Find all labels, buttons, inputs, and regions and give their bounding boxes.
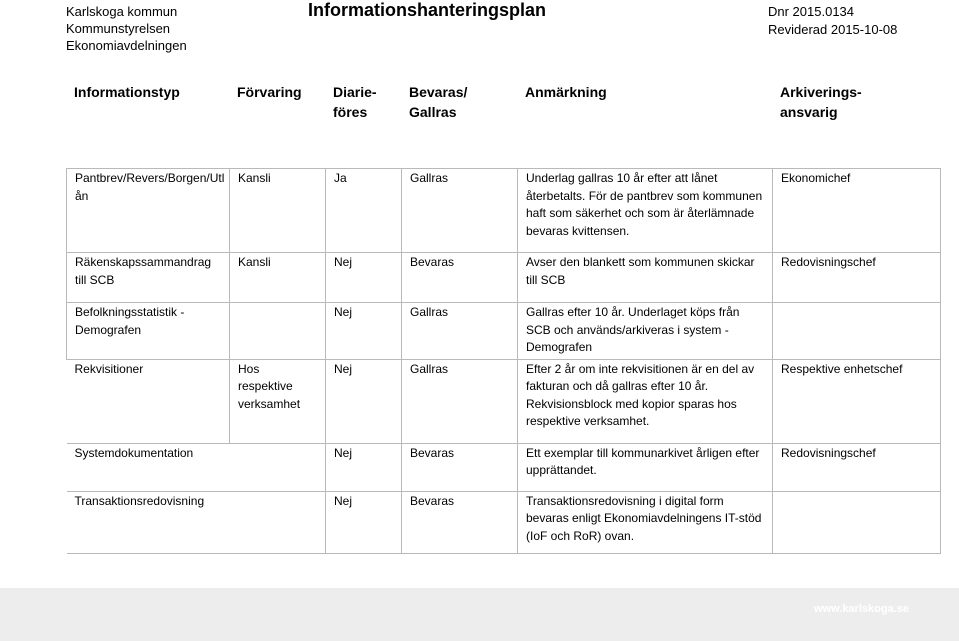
cell-responsible: Redovisningschef — [773, 253, 941, 303]
cell-keep: Bevaras — [402, 443, 518, 491]
cell-diarie: Nej — [326, 443, 402, 491]
col-header-archive-line2: ansvarig — [780, 104, 838, 120]
org-line: Karlskoga kommun — [66, 4, 178, 19]
cell-keep: Gallras — [402, 359, 518, 443]
org-info — [66, 3, 187, 54]
cell-keep: Gallras — [402, 303, 518, 360]
cell-type: Pantbrev/Revers/Borgen/Utl ån — [67, 169, 230, 253]
cell-storage: Kansli — [230, 169, 326, 253]
cell-storage — [230, 303, 326, 360]
cell-diarie: Nej — [326, 253, 402, 303]
col-header-info-type: Informationstyp — [74, 84, 180, 100]
col-header-archive-line1: Arkiverings- — [780, 84, 862, 100]
cell-storage: Kansli — [230, 253, 326, 303]
table-row — [67, 303, 941, 360]
cell-type: Systemdokumentation — [67, 443, 326, 491]
information-table — [66, 168, 941, 554]
cell-keep: Bevaras — [402, 491, 518, 553]
col-header-diarie-line2: föres — [333, 104, 368, 120]
cell-diarie: Nej — [326, 303, 402, 360]
cell-remark: Efter 2 år om inte rekvisitionen är en del av fakturan och då gallras efter 10 år. Rekvisionsblock med kopior sparas hos respektive verksamhet. — [518, 359, 773, 443]
doc-number: Dnr 2015.0134 — [768, 4, 855, 19]
cell-responsible: Redovisningschef — [773, 443, 941, 491]
cell-diarie: Nej — [326, 359, 402, 443]
table-row — [67, 443, 941, 491]
cell-remark: Avser den blankett som kommunen skickar till SCB — [518, 253, 773, 303]
doc-meta — [768, 3, 897, 38]
revision-date: Reviderad 2015-10-08 — [768, 22, 898, 37]
table-row — [67, 359, 941, 443]
page-title: Informationshanteringsplan — [308, 0, 547, 20]
col-header-storage: Förvaring — [237, 84, 302, 100]
col-header-archive — [780, 82, 862, 122]
cell-diarie: Ja — [326, 169, 402, 253]
cell-remark: Transaktionsredovisning i digital form bevaras enligt Ekonomiavdelningens IT-stöd (IoF och RoR) ovan. — [518, 491, 773, 553]
cell-keep: Gallras — [402, 169, 518, 253]
table-row — [67, 491, 941, 553]
cell-storage: Hos respektive verksamhet — [230, 359, 326, 443]
col-header-diarie — [333, 82, 377, 122]
col-header-diarie-line1: Diarie- — [333, 84, 377, 100]
cell-diarie: Nej — [326, 491, 402, 553]
col-header-remark: Anmärkning — [525, 84, 607, 100]
cell-type: Befolkningsstatistik - Demografen — [67, 303, 230, 360]
cell-responsible — [773, 303, 941, 360]
col-header-keep-line1: Bevaras/ — [409, 84, 468, 100]
cell-type: Transaktionsredovisning — [67, 491, 326, 553]
org-line: Ekonomiavdelningen — [66, 38, 187, 53]
cell-remark: Ett exemplar till kommunarkivet årligen efter upprättandet. — [518, 443, 773, 491]
table-row — [67, 253, 941, 303]
cell-type: Räkenskapssammandrag till SCB — [67, 253, 230, 303]
cell-keep: Bevaras — [402, 253, 518, 303]
col-header-keep — [409, 82, 467, 122]
table-row — [67, 169, 941, 253]
cell-remark: Gallras efter 10 år. Underlaget köps från SCB och används/arkiveras i system - Demografen — [518, 303, 773, 360]
cell-responsible: Ekonomichef — [773, 169, 941, 253]
cell-responsible: Respektive enhetschef — [773, 359, 941, 443]
col-header-keep-line2: Gallras — [409, 104, 457, 120]
cell-remark: Underlag gallras 10 år efter att lånet återbetalts. För de pantbrev som kommunen haft som säkerhet och som är återlämnade bevaras kvittensen. — [518, 169, 773, 253]
footer-url[interactable]: www.karlskoga.se — [814, 603, 909, 615]
cell-responsible — [773, 491, 941, 553]
org-line: Kommunstyrelsen — [66, 21, 171, 36]
cell-type: Rekvisitioner — [67, 359, 230, 443]
